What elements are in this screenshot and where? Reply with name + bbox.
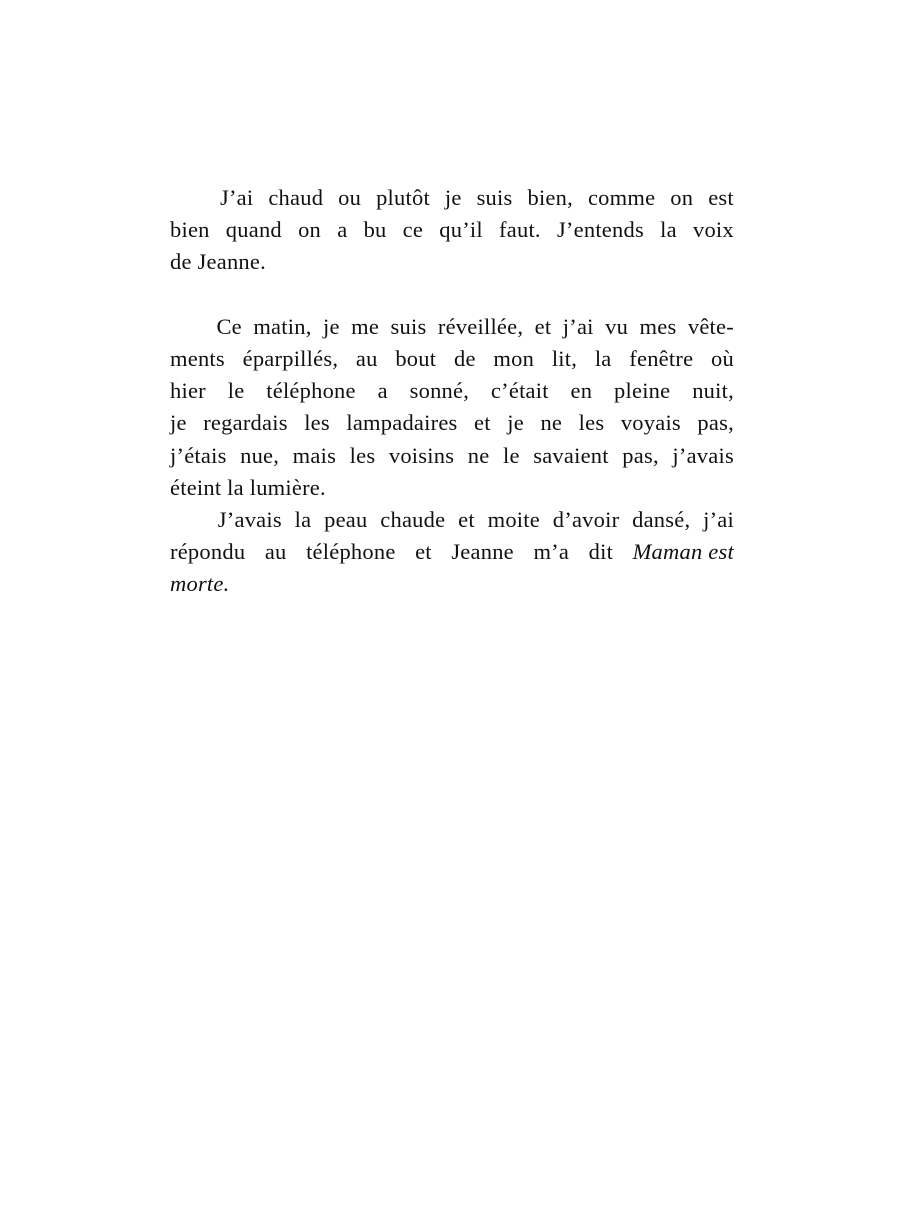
word: bien [170,217,210,243]
word: je [170,410,187,436]
word: ne [467,442,490,468]
word: la [660,217,677,243]
word: chaud [268,185,324,210]
word: téléphone [306,539,396,565]
word: et [474,410,491,436]
word: dit [588,539,614,565]
text-line [170,568,734,600]
first-line-indent [170,311,205,343]
text-line [170,182,734,214]
word: on [670,185,694,210]
word: Ce [216,313,242,339]
word: Jeanne [451,539,514,565]
word: la [594,346,612,371]
word: les [578,410,605,436]
word: et [534,313,552,339]
word: moite [487,507,540,533]
word: ce [402,217,424,243]
word: où [711,346,734,371]
word: nuit, [692,378,734,404]
word: matin, [253,313,312,339]
word: j’étais [170,442,227,468]
word: et [415,539,432,565]
word: je [322,313,340,339]
word: ments [170,346,225,371]
word: voyais [620,410,681,436]
word: plutôt [376,185,430,210]
text-line [170,504,734,536]
italic-title-phrase-end: morte. [170,571,230,597]
word: répondu [170,539,246,565]
word: téléphone [266,378,356,404]
text-line [170,343,734,375]
word: ou [338,185,362,210]
word: nue, [240,442,280,468]
word: au [355,346,378,371]
word: en [570,378,593,404]
text-line [170,311,734,343]
text-line: éteint la lumière. [170,474,326,500]
word: qu’il [439,217,483,243]
word: le [502,442,520,468]
word: pas, [697,410,734,436]
italic-title-phrase: Maman est [632,539,734,565]
word: bu [363,217,387,243]
word: mes [639,313,677,339]
word: éparpillés, [242,346,339,371]
word: au [264,539,287,565]
word: je [507,410,524,436]
paragraph-spacer [170,279,734,311]
text-line [170,214,734,246]
word: savaient [533,442,609,468]
word: j’ai [703,507,734,533]
word: c’était [490,378,549,404]
word: on [298,217,322,243]
first-line-indent [170,182,205,214]
word: hier [170,378,206,404]
word: j’ai [562,313,594,339]
word: j’avais [672,442,734,468]
word: lit, [551,346,578,371]
word-hyphenated: vête- [687,313,734,339]
word: chaude [380,507,446,533]
word: pas, [622,442,659,468]
first-line-indent [170,504,205,536]
word: le [227,378,245,404]
word: bout [395,346,437,371]
word: mon [493,346,535,371]
text-line [170,407,734,439]
word: lampadaires [346,410,458,436]
word: d’avoir [552,507,620,533]
word: et [458,507,475,533]
word: J’ai [219,185,254,210]
word: a [377,378,388,404]
word: de [453,346,476,371]
word: je [444,185,462,210]
word: la [294,507,312,533]
word: quand [225,217,282,243]
text-line [170,440,734,472]
word: les [349,442,376,468]
word: me [351,313,380,339]
text-line [170,536,734,568]
word: pleine [614,378,671,404]
word: fenêtre [629,346,694,371]
word: les [304,410,330,436]
word: voisins [388,442,455,468]
word: réveillée, [437,313,524,339]
word: est [708,185,734,210]
word: dansé, [632,507,691,533]
word: peau [324,507,368,533]
word: voix [692,217,734,243]
word: a [337,217,348,243]
word: suis [476,185,513,210]
paragraph-2 [170,311,734,504]
word: m’a [533,539,570,565]
word: ne [540,410,563,436]
word: bien, [527,185,573,210]
word: J’avais [217,507,282,533]
word: suis [390,313,427,339]
word: vu [605,313,629,339]
text-line: de Jeanne. [170,249,266,275]
word: comme [587,185,656,210]
word: faut. [499,217,541,243]
word: mais [292,442,337,468]
body-text-block [170,182,734,601]
word: J’entends [556,217,644,243]
paragraph-1 [170,182,734,279]
word: regardais [203,410,288,436]
paragraph-3 [170,504,734,601]
word: sonné, [409,378,470,404]
text-line [170,375,734,407]
